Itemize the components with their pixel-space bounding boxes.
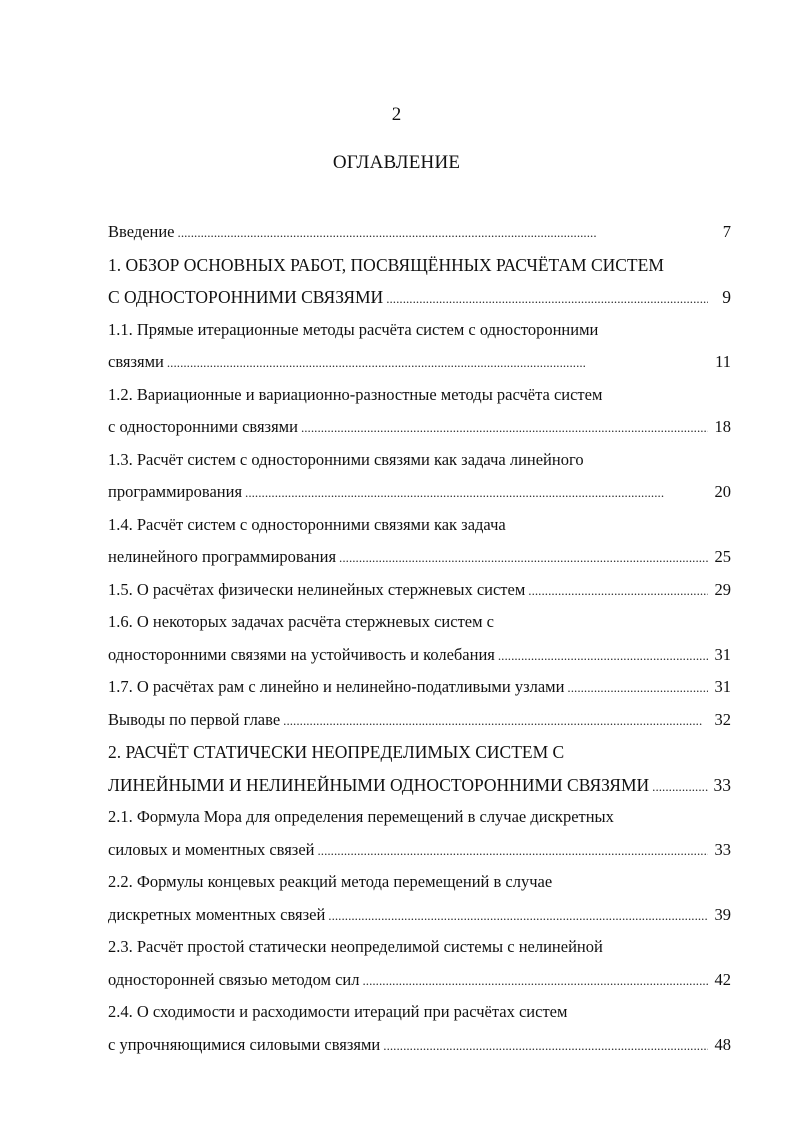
toc-entry-text: с упрочняющимися силовыми связями: [108, 1034, 381, 1054]
toc-page-number: 32: [714, 709, 731, 729]
toc-entry-text: 2.4. О сходимости и расходимости итераций при расчётах систем: [108, 1002, 568, 1021]
toc-entry-text: С ОДНОСТОРОННИМИ СВЯЗЯМИ: [108, 287, 384, 307]
toc-entry-text: Введение: [108, 222, 175, 241]
dot-leader: [652, 771, 708, 804]
dot-leader: [498, 640, 708, 673]
toc-entry-1-4[interactable]: [108, 509, 731, 574]
toc-entry-text: односторонними связями на устойчивость и колебания: [108, 644, 495, 664]
toc-page-number: 31: [714, 677, 731, 696]
toc-entry-1-6[interactable]: [108, 606, 731, 671]
table-of-contents: [108, 216, 731, 1061]
toc-page-number: 42: [714, 969, 731, 989]
toc-entry-text: 2.3. Расчёт простой статически неопределимой системы с нелинейной: [108, 937, 603, 956]
toc-entry-text: 1.2. Вариационные и вариационно-разностные методы расчёта систем: [108, 384, 603, 404]
toc-entry-text: дискретных моментных связей: [108, 904, 326, 924]
toc-entry-chapter-1-conclusions[interactable]: [108, 704, 731, 737]
toc-entry-text: ЛИНЕЙНЫМИ И НЕЛИНЕЙНЫМИ ОДНОСТОРОННИМИ СВЯЗЯМИ: [108, 774, 650, 795]
dot-leader: [167, 347, 708, 380]
toc-entry-text: 1.5. О расчётах физически нелинейных стержневых систем: [108, 579, 526, 599]
toc-entry-text: 1. ОБЗОР ОСНОВНЫХ РАБОТ, ПОСВЯЩЁННЫХ РАСЧЁТАМ СИСТЕМ: [108, 254, 664, 275]
toc-entry-text: Выводы по первой главе: [108, 709, 281, 729]
dot-leader: [567, 672, 708, 705]
toc-page-number: 29: [714, 579, 731, 599]
toc-entry-1-2[interactable]: [108, 379, 731, 444]
toc-entry-text: 2.2. Формулы концевых реакций метода перемещений в случае: [108, 872, 553, 891]
toc-page-number: 48: [714, 1034, 731, 1054]
dot-leader: [245, 477, 708, 510]
toc-page-number: 11: [715, 352, 731, 371]
dot-leader: [386, 283, 708, 316]
toc-entry-text: программирования: [108, 482, 243, 501]
toc-page-number: 33: [714, 839, 731, 859]
dot-leader: [362, 965, 708, 998]
toc-entry-text: 1.7. О расчётах рам с линейно и нелинейно-податливыми узлами: [108, 677, 565, 696]
toc-page-number: 18: [714, 417, 731, 436]
dot-leader: [339, 542, 708, 575]
toc-page-number: 25: [714, 547, 731, 566]
toc-page-number: 39: [714, 904, 731, 924]
toc-entry-text: 1.3. Расчёт систем с односторонними связями как задача линейного: [108, 449, 584, 469]
toc-entry-chapter-2[interactable]: [108, 736, 731, 801]
toc-entry-1-7[interactable]: [108, 671, 731, 704]
dot-leader: [283, 705, 708, 738]
toc-entry-1-5[interactable]: [108, 574, 731, 607]
toc-entry-text: с односторонними связями: [108, 417, 298, 436]
toc-entry-1-3[interactable]: [108, 444, 731, 509]
dot-leader: [301, 412, 708, 445]
toc-entry-text: 1.1. Прямые итерационные методы расчёта систем с односторонними: [108, 319, 599, 339]
dot-leader: [383, 1030, 708, 1063]
toc-entry-text: 2. РАСЧЁТ СТАТИЧЕСКИ НЕОПРЕДЕЛИМЫХ СИСТЕМ С: [108, 742, 565, 762]
toc-entry-text: 1.4. Расчёт систем с односторонними связями как задача: [108, 514, 506, 534]
toc-entry-2-1[interactable]: [108, 801, 731, 866]
toc-entry-intro[interactable]: [108, 216, 731, 249]
dot-leader: [328, 900, 708, 933]
dot-leader: [317, 835, 708, 868]
toc-page-number: 20: [714, 482, 731, 501]
toc-page-number: 31: [714, 644, 731, 664]
toc-page-number: 33: [713, 774, 731, 795]
toc-entry-1-1[interactable]: [108, 314, 731, 379]
toc-page-number: 9: [722, 287, 731, 307]
toc-entry-text: односторонней связью методом сил: [108, 969, 360, 989]
dot-leader: [528, 575, 708, 608]
toc-page-number: 7: [722, 222, 731, 241]
toc-entry-2-3[interactable]: [108, 931, 731, 996]
page-number: 2: [391, 104, 402, 125]
toc-entry-text: нелинейного программирования: [108, 547, 337, 566]
page-title: ОГЛАВЛЕНИЕ: [332, 152, 461, 173]
toc-entry-chapter-1[interactable]: [108, 249, 731, 314]
toc-entry-text: силовых и моментных связей: [108, 839, 315, 859]
toc-entry-2-4[interactable]: [108, 996, 731, 1061]
dot-leader: [178, 217, 708, 250]
toc-entry-2-2[interactable]: [108, 866, 731, 931]
toc-entry-text: связями: [108, 352, 164, 371]
toc-entry-text: 1.6. О некоторых задачах расчёта стержневых систем с: [108, 612, 494, 631]
toc-entry-text: 2.1. Формула Мора для определения перемещений в случае дискретных: [108, 807, 614, 826]
